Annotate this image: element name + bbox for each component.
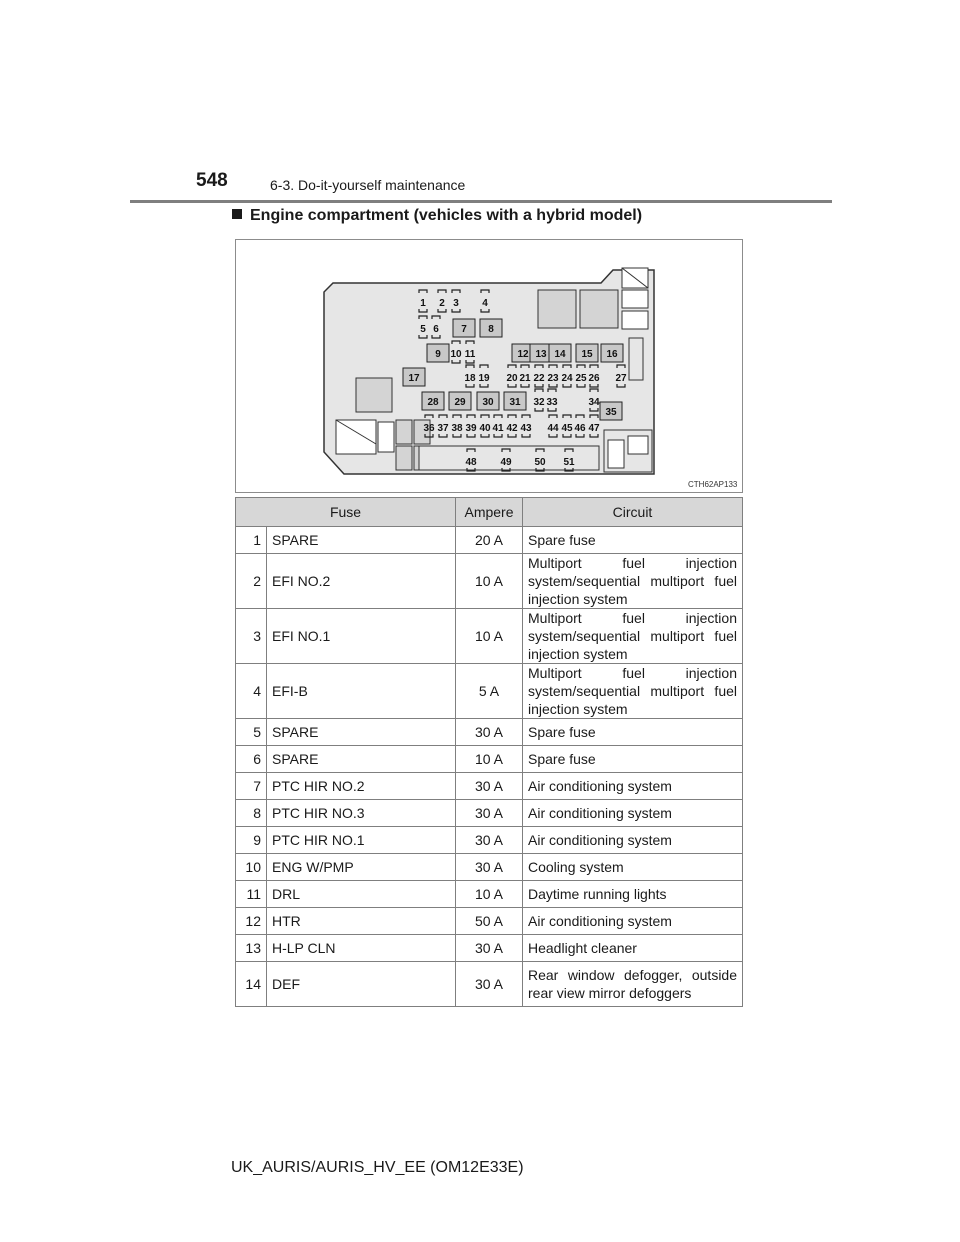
- cell-ampere: 10 A: [456, 609, 523, 664]
- cell-fuse: SPARE: [267, 719, 456, 746]
- fuse-label: 25: [575, 373, 587, 384]
- cell-no: 14: [236, 962, 267, 1007]
- fuse-label: 48: [465, 457, 477, 468]
- cell-fuse: H-LP CLN: [267, 935, 456, 962]
- cell-circuit: Multiport fuel injection system/sequential multiport fuel injection system: [523, 554, 743, 609]
- fuse-label: 7: [461, 324, 467, 335]
- table-row: [236, 773, 743, 800]
- cell-no: 3: [236, 609, 267, 664]
- fuse-label: 16: [606, 349, 618, 360]
- table-row: [236, 746, 743, 773]
- footer-code: UK_AURIS/AURIS_HV_EE (OM12E33E): [231, 1159, 524, 1176]
- fuse-label: 10: [450, 349, 462, 360]
- cell-fuse: SPARE: [267, 527, 456, 554]
- fuse-label: 26: [588, 373, 600, 384]
- page-number: 548: [196, 170, 228, 191]
- cell-fuse: DRL: [267, 881, 456, 908]
- fuse-label: 4: [482, 298, 488, 309]
- cell-circuit: Air conditioning system: [523, 773, 743, 800]
- cell-fuse: HTR: [267, 908, 456, 935]
- fuse-label: 24: [561, 373, 573, 384]
- cell-circuit: Air conditioning system: [523, 800, 743, 827]
- table-row: [236, 609, 743, 664]
- heading-text: Engine compartment (vehicles with a hybrid model): [250, 207, 643, 224]
- cell-fuse: PTC HIR NO.1: [267, 827, 456, 854]
- cell-ampere: 30 A: [456, 773, 523, 800]
- cell-ampere: 30 A: [456, 719, 523, 746]
- column-header-ampere: Ampere: [456, 498, 523, 527]
- fuse-label: 49: [500, 457, 512, 468]
- fuse-label: 36: [423, 423, 435, 434]
- fuse-label: 20: [506, 373, 518, 384]
- fuse-label: 51: [563, 457, 575, 468]
- fuse-label: 43: [520, 423, 532, 434]
- cell-fuse: ENG W/PMP: [267, 854, 456, 881]
- fuse-label: 1: [420, 298, 426, 309]
- cell-no: 13: [236, 935, 267, 962]
- fuse-label: 33: [546, 397, 558, 408]
- fuse-label: 9: [435, 349, 441, 360]
- cell-fuse: EFI-B: [267, 664, 456, 719]
- cell-circuit: Daytime running lights: [523, 881, 743, 908]
- cell-circuit: Spare fuse: [523, 719, 743, 746]
- fuse-label: 46: [574, 423, 586, 434]
- fuse-label: 15: [581, 349, 593, 360]
- fuse-label: 5: [420, 324, 426, 335]
- header-rule: [130, 200, 832, 203]
- table-header-row: [236, 498, 743, 527]
- table-row: [236, 881, 743, 908]
- cell-no: 7: [236, 773, 267, 800]
- table-row: [236, 854, 743, 881]
- cell-no: 9: [236, 827, 267, 854]
- fuse-label: 28: [427, 397, 439, 408]
- fuse-label: 31: [509, 397, 521, 408]
- fuse-label: 39: [465, 423, 477, 434]
- cell-fuse: EFI NO.2: [267, 554, 456, 609]
- table-row: [236, 719, 743, 746]
- fuse-label: 29: [454, 397, 466, 408]
- cell-no: 5: [236, 719, 267, 746]
- cell-ampere: 30 A: [456, 935, 523, 962]
- cell-ampere: 30 A: [456, 827, 523, 854]
- fuse-label: 6: [433, 324, 439, 335]
- cell-circuit: Spare fuse: [523, 746, 743, 773]
- fuse-label: 30: [482, 397, 494, 408]
- cell-circuit: Air conditioning system: [523, 827, 743, 854]
- fuse-label: 12: [517, 349, 529, 360]
- cell-circuit: Multiport fuel injection system/sequential multiport fuel injection system: [523, 664, 743, 719]
- fuse-label: 21: [519, 373, 531, 384]
- fuse-label: 40: [479, 423, 491, 434]
- cell-no: 8: [236, 800, 267, 827]
- cell-no: 6: [236, 746, 267, 773]
- cell-circuit: Air conditioning system: [523, 908, 743, 935]
- cell-no: 1: [236, 527, 267, 554]
- table-row: [236, 827, 743, 854]
- fuse-label: 38: [451, 423, 463, 434]
- fuse-label: 14: [554, 349, 566, 360]
- table-row: [236, 554, 743, 609]
- fuse-label: 50: [534, 457, 546, 468]
- fuse-label: 47: [588, 423, 600, 434]
- table-row: [236, 962, 743, 1007]
- fuse-box-svg: [236, 240, 742, 492]
- fuse-label: 22: [533, 373, 545, 384]
- cell-ampere: 30 A: [456, 800, 523, 827]
- cell-circuit: Multiport fuel injection system/sequential multiport fuel injection system: [523, 609, 743, 664]
- square-bullet-icon: [232, 209, 242, 219]
- cell-ampere: 10 A: [456, 881, 523, 908]
- cell-ampere: 10 A: [456, 554, 523, 609]
- fuse-label: 23: [547, 373, 559, 384]
- fuse-label: 17: [408, 373, 420, 384]
- fuse-label: 3: [453, 298, 459, 309]
- fuse-label: 37: [437, 423, 449, 434]
- cell-no: 4: [236, 664, 267, 719]
- figure-code: CTH62AP133: [688, 480, 738, 489]
- cell-circuit: Cooling system: [523, 854, 743, 881]
- fuse-table: [235, 497, 743, 1007]
- fuse-label: 8: [488, 324, 494, 335]
- table-row: [236, 908, 743, 935]
- cell-ampere: 50 A: [456, 908, 523, 935]
- table-row: [236, 935, 743, 962]
- cell-fuse: PTC HIR NO.2: [267, 773, 456, 800]
- fuse-label: 2: [439, 298, 445, 309]
- fuse-table-body: [236, 527, 743, 1007]
- cell-ampere: 10 A: [456, 746, 523, 773]
- cell-fuse: PTC HIR NO.3: [267, 800, 456, 827]
- cell-fuse: SPARE: [267, 746, 456, 773]
- cell-circuit: Headlight cleaner: [523, 935, 743, 962]
- cell-ampere: 5 A: [456, 664, 523, 719]
- table-row: [236, 800, 743, 827]
- section-title: 6-3. Do-it-yourself maintenance: [270, 177, 466, 193]
- fuse-label: 19: [478, 373, 490, 384]
- fuse-label: 34: [588, 397, 600, 408]
- fuse-label: 42: [506, 423, 518, 434]
- cell-ampere: 30 A: [456, 962, 523, 1007]
- fuse-label: 45: [561, 423, 573, 434]
- fuse-label: 44: [547, 423, 559, 434]
- cell-fuse: DEF: [267, 962, 456, 1007]
- column-header-circuit: Circuit: [523, 498, 743, 527]
- fuse-box-diagram: [235, 239, 743, 493]
- fuse-label: 18: [464, 373, 476, 384]
- cell-no: 2: [236, 554, 267, 609]
- table-row: [236, 527, 743, 554]
- table-row: [236, 664, 743, 719]
- column-header-fuse: Fuse: [236, 498, 456, 527]
- cell-no: 10: [236, 854, 267, 881]
- fuse-label: 11: [464, 349, 476, 360]
- cell-no: 12: [236, 908, 267, 935]
- fuse-label: 35: [605, 407, 617, 418]
- cell-no: 11: [236, 881, 267, 908]
- fuse-label: 13: [535, 349, 547, 360]
- section-heading: [232, 207, 642, 225]
- cell-ampere: 20 A: [456, 527, 523, 554]
- cell-circuit: Rear window defogger, outside rear view mirror defoggers: [523, 962, 743, 1007]
- cell-fuse: EFI NO.1: [267, 609, 456, 664]
- cell-ampere: 30 A: [456, 854, 523, 881]
- cell-circuit: Spare fuse: [523, 527, 743, 554]
- fuse-label: 32: [533, 397, 545, 408]
- fuse-label: 41: [492, 423, 504, 434]
- fuse-label: 27: [615, 373, 627, 384]
